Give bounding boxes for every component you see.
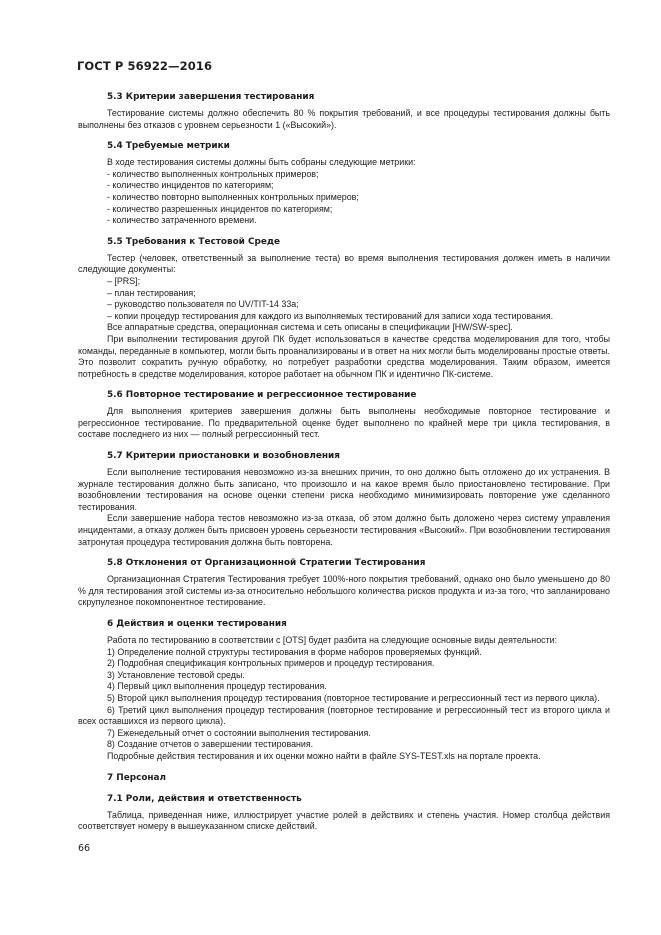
list-item: – [PRS];: [107, 275, 141, 286]
list-item: - количество выполненных контрольных примеров;: [107, 168, 319, 179]
paragraph: Все аппаратные средства, операционная система и сеть описаны в спецификации [HW/SW-spec].: [107, 322, 513, 333]
section-heading: 6 Действия и оценки тестирования: [107, 619, 287, 629]
list-item: - количество повторно выполненных контрольных примеров;: [107, 191, 359, 202]
section: [78, 450, 610, 548]
paragraph: Подробные действия тестирования и их оценки можно найти в файле SYS-TEST.xls на портале проекта.: [107, 750, 541, 761]
section: [78, 140, 610, 227]
section: [78, 557, 610, 609]
section: [78, 236, 610, 381]
section-heading: 5.6 Повторное тестирование и регрессионное тестирование: [107, 390, 417, 401]
paragraph: Если завершение набора тестов невозможно из-за отказа, об этом должно быть доложено через систему управления инцидентами, а отказу должен быть присвоен уровень серьезности тестирования «Высокий». При возобновлении тестирования затронутая процедура тестирования должна быть повторена.: [78, 513, 610, 547]
section: [78, 91, 610, 131]
paragraph: Тестер (человек, ответственный за выполнение теста) во время выполнения тестирования должен иметь в наличии следующие документы:: [78, 252, 610, 275]
paragraph: 6) Третий цикл выполнения процедур тестирования (повторное тестирование и регрессионный тест из второго цикла и всех оставшихся из первого цикла).: [78, 704, 610, 727]
section: [78, 618, 610, 763]
paragraph: Организационная Стратегия Тестирования требует 100%-ного покрытия требований, однако оно было уменьшено до 80 % для тестирования этой системы из-за относительно небольшого количества рисков продукта и из-за того, что запланировано скрупулезное покомпонентное тестирование.: [78, 574, 610, 608]
section-heading: 5.5 Требования к Тестовой Среде: [107, 236, 281, 247]
paragraph: В ходе тестирования системы должны быть собраны следующие метрики:: [107, 157, 416, 168]
paragraph: 2) Подробная спецификация контрольных примеров и процедур тестирования.: [107, 658, 435, 669]
paragraph: 4) Первый цикл выполнения процедур тестирования.: [107, 681, 327, 692]
section-heading: 7 Персонал: [107, 772, 167, 783]
paragraph: При выполнении тестирования другой ПК будет использоваться в качестве средства моделирования для того, чтобы команды, переданные в компьютер, могли быть проанализированы и в ответ на них могли быть моделированы простые ответы. Это позволит сократить ручную обработку, но потребует разработки средства моделирования. Таким образом, имеется потребность в средстве моделирования, которое работает на обычном ПК и идентично ПК-системе.: [78, 333, 610, 379]
paragraph: 7) Еженедельный отчет о состоянии выполнения тестирования.: [107, 727, 371, 738]
section-heading: 5.4 Требуемые метрики: [107, 141, 230, 152]
list-item: – план тестирования;: [107, 287, 196, 298]
page-number: 66: [78, 843, 91, 854]
section: [78, 772, 610, 784]
document-header: ГОСТ Р 56922—2016: [77, 59, 213, 73]
section-heading: 5.3 Критерии завершения тестирования: [107, 92, 315, 102]
paragraph: 3) Установление тестовой среды.: [107, 669, 245, 680]
list-item: – руководство пользователя по UV/TIT-14 33a;: [107, 299, 299, 310]
list-item: - количество инцидентов по категориям;: [107, 180, 274, 191]
paragraph: Тестирование системы должно обеспечить 80 % покрытия требований, и все процедуры тестирования должны быть выполнены без отказов с уровнем серьезности 1 («Высокий»).: [78, 108, 610, 130]
paragraph: 8) Создание отчетов о завершении тестирования.: [107, 739, 314, 750]
list-item: - количество разрешенных инцидентов по категориям;: [107, 203, 333, 214]
list-item: - количество затраченного времени.: [107, 215, 257, 226]
section: [78, 389, 610, 441]
paragraph: Для выполнения критериев завершения должны быть выполнены необходимые повторное тестирование и регрессионное тестирование. По предварительной оценке будет выполнено по крайней мере три цикла тестирования, в составе последнего из них — полный регрессионный тест.: [78, 406, 610, 440]
section-heading: 5.7 Критерии приостановки и возобновления: [107, 451, 340, 462]
paragraph: Работа по тестированию в соответствии с [OTS] будет разбита на следующие основные виды деятельности:: [107, 635, 558, 645]
list-item: – копии процедур тестирования для каждого из выполняемых тестирований для записи хода тестирования.: [107, 310, 554, 321]
paragraph: Если выполнение тестирования невозможно из-за внешних причин, то оно должно быть отложено до их устранения. В журнале тестирования должно быть записано, что произошло и на какое время было приостановлено тестирование. При возобновлении тестирования на основе оценки степени риска необходимо минимизировать повторение уже сделанного тестирования.: [78, 467, 610, 512]
paragraph: 1) Определение полной структуры тестирования в форме наборов проверяемых функций.: [107, 646, 482, 657]
paragraph: 5) Второй цикл выполнения процедур тестирования (повторное тестирование и регрессионный тест из первого цикла).: [107, 692, 600, 703]
section-heading: 5.8 Отклонения от Организационной Стратегии Тестирования: [107, 558, 426, 569]
paragraph: Таблица, приведенная ниже, иллюстрирует участие ролей в действиях и степень участия. Номер столбца действия соответствует номеру в вышеуказанном списке действий.: [78, 809, 610, 832]
section: [78, 793, 610, 833]
document-body: [78, 91, 610, 842]
section-heading: 7.1 Роли, действия и ответственность: [107, 793, 302, 804]
